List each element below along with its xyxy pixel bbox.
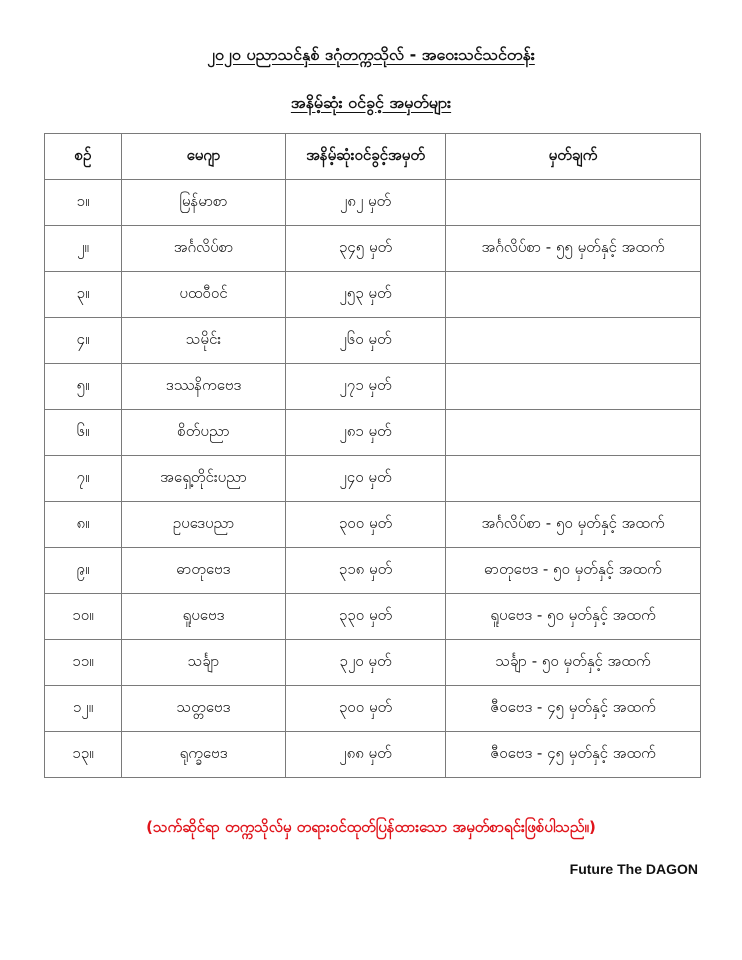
cell-remark xyxy=(446,364,701,410)
cell-major: ဥပဒေပညာ xyxy=(122,502,286,548)
cell-remark: အင်္ဂလိပ်စာ - ၅၀ မှတ်နှင့် အထက် xyxy=(446,502,701,548)
cell-min-mark: ၂၇၁ မှတ် xyxy=(286,364,446,410)
table-row xyxy=(45,180,701,226)
cell-major: ဒဿနိကဗေဒ xyxy=(122,364,286,410)
cell-remark: သင်္ချာ - ၅၀ မှတ်နှင့် အထက် xyxy=(446,640,701,686)
table-header-row xyxy=(45,134,701,180)
document-subtitle: အနိမ့်ဆုံး ဝင်ခွင့် အမှတ်များ xyxy=(290,93,452,112)
table-row xyxy=(45,548,701,594)
cell-min-mark: ၃၂၀ မှတ် xyxy=(286,640,446,686)
cell-remark xyxy=(446,410,701,456)
cell-min-mark: ၂၈၈ မှတ် xyxy=(286,732,446,778)
cell-no: ၉။ xyxy=(45,548,122,594)
min-marks-table xyxy=(44,133,701,778)
header-no: စဉ် xyxy=(45,134,122,180)
cell-major: မြန်မာစာ xyxy=(122,180,286,226)
cell-major: ရူပဗေဒ xyxy=(122,594,286,640)
cell-no: ၄။ xyxy=(45,318,122,364)
header-major: မေဂျာ xyxy=(122,134,286,180)
cell-major: သင်္ချာ xyxy=(122,640,286,686)
cell-no: ၆။ xyxy=(45,410,122,456)
cell-no: ၈။ xyxy=(45,502,122,548)
cell-no: ၂။ xyxy=(45,226,122,272)
cell-remark: ရူပဗေဒ - ၅၀ မှတ်နှင့် အထက် xyxy=(446,594,701,640)
cell-min-mark: ၃၁၈ မှတ် xyxy=(286,548,446,594)
cell-major: သတ္တဗေဒ xyxy=(122,686,286,732)
cell-major: အင်္ဂလိပ်စာ xyxy=(122,226,286,272)
cell-major: ရုက္ခဗေဒ xyxy=(122,732,286,778)
header-min-mark: အနိမ့်ဆုံးဝင်ခွင့်အမှတ် xyxy=(286,134,446,180)
cell-no: ၁၁။ xyxy=(45,640,122,686)
cell-major: သမိုင်း xyxy=(122,318,286,364)
cell-remark xyxy=(446,272,701,318)
cell-min-mark: ၃၃၀ မှတ် xyxy=(286,594,446,640)
cell-major: ပထဝီဝင် xyxy=(122,272,286,318)
cell-no: ၁၂။ xyxy=(45,686,122,732)
official-note: (သက်ဆိုင်ရာ တက္ကသိုလ်မှ တရားဝင်ထုတ်ပြန်ထားသော အမှတ်စာရင်းဖြစ်ပါသည်။) xyxy=(146,818,596,836)
table-row xyxy=(45,318,701,364)
cell-remark: အင်္ဂလိပ်စာ - ၅၅ မှတ်နှင့် အထက် xyxy=(446,226,701,272)
cell-major: ဓာတုဗေဒ xyxy=(122,548,286,594)
cell-min-mark: ၃၀၀ မှတ် xyxy=(286,502,446,548)
cell-min-mark: ၂၅၃ မှတ် xyxy=(286,272,446,318)
cell-min-mark: ၃၄၅ မှတ် xyxy=(286,226,446,272)
cell-major: အရှေ့တိုင်းပညာ xyxy=(122,456,286,502)
table-row xyxy=(45,364,701,410)
table-row xyxy=(45,410,701,456)
cell-remark xyxy=(446,318,701,364)
cell-no: ၁။ xyxy=(45,180,122,226)
table-row xyxy=(45,732,701,778)
cell-no: ၅။ xyxy=(45,364,122,410)
table-row xyxy=(45,226,701,272)
cell-min-mark: ၃၀၀ မှတ် xyxy=(286,686,446,732)
cell-min-mark: ၂၆၀ မှတ် xyxy=(286,318,446,364)
cell-remark: ဓာတုဗေဒ - ၅၀ မှတ်နှင့် အထက် xyxy=(446,548,701,594)
cell-min-mark: ၂၈၂ မှတ် xyxy=(286,180,446,226)
table-row xyxy=(45,686,701,732)
cell-no: ၁၀။ xyxy=(45,594,122,640)
cell-remark xyxy=(446,456,701,502)
table-row xyxy=(45,640,701,686)
table-row xyxy=(45,594,701,640)
cell-min-mark: ၂၄၀ မှတ် xyxy=(286,456,446,502)
credit-text: Future The DAGON xyxy=(569,861,698,877)
cell-no: ၁၃။ xyxy=(45,732,122,778)
cell-major: စိတ်ပညာ xyxy=(122,410,286,456)
cell-min-mark: ၂၈၁ မှတ် xyxy=(286,410,446,456)
cell-no: ၇။ xyxy=(45,456,122,502)
table-row xyxy=(45,456,701,502)
cell-remark: ဇီဝဗေဒ - ၄၅ မှတ်နှင့် အထက် xyxy=(446,686,701,732)
cell-remark xyxy=(446,180,701,226)
document-title: ၂၀၂၀ ပညာသင်နှစ် ဒဂုံတက္ကသိုလ် - အဝေးသင်သင်တန်း xyxy=(207,45,535,64)
table-body xyxy=(45,180,701,778)
table-row xyxy=(45,272,701,318)
header-remark: မှတ်ချက် xyxy=(446,134,701,180)
cell-no: ၃။ xyxy=(45,272,122,318)
cell-remark: ဇီဝဗေဒ - ၄၅ မှတ်နှင့် အထက် xyxy=(446,732,701,778)
table-row xyxy=(45,502,701,548)
